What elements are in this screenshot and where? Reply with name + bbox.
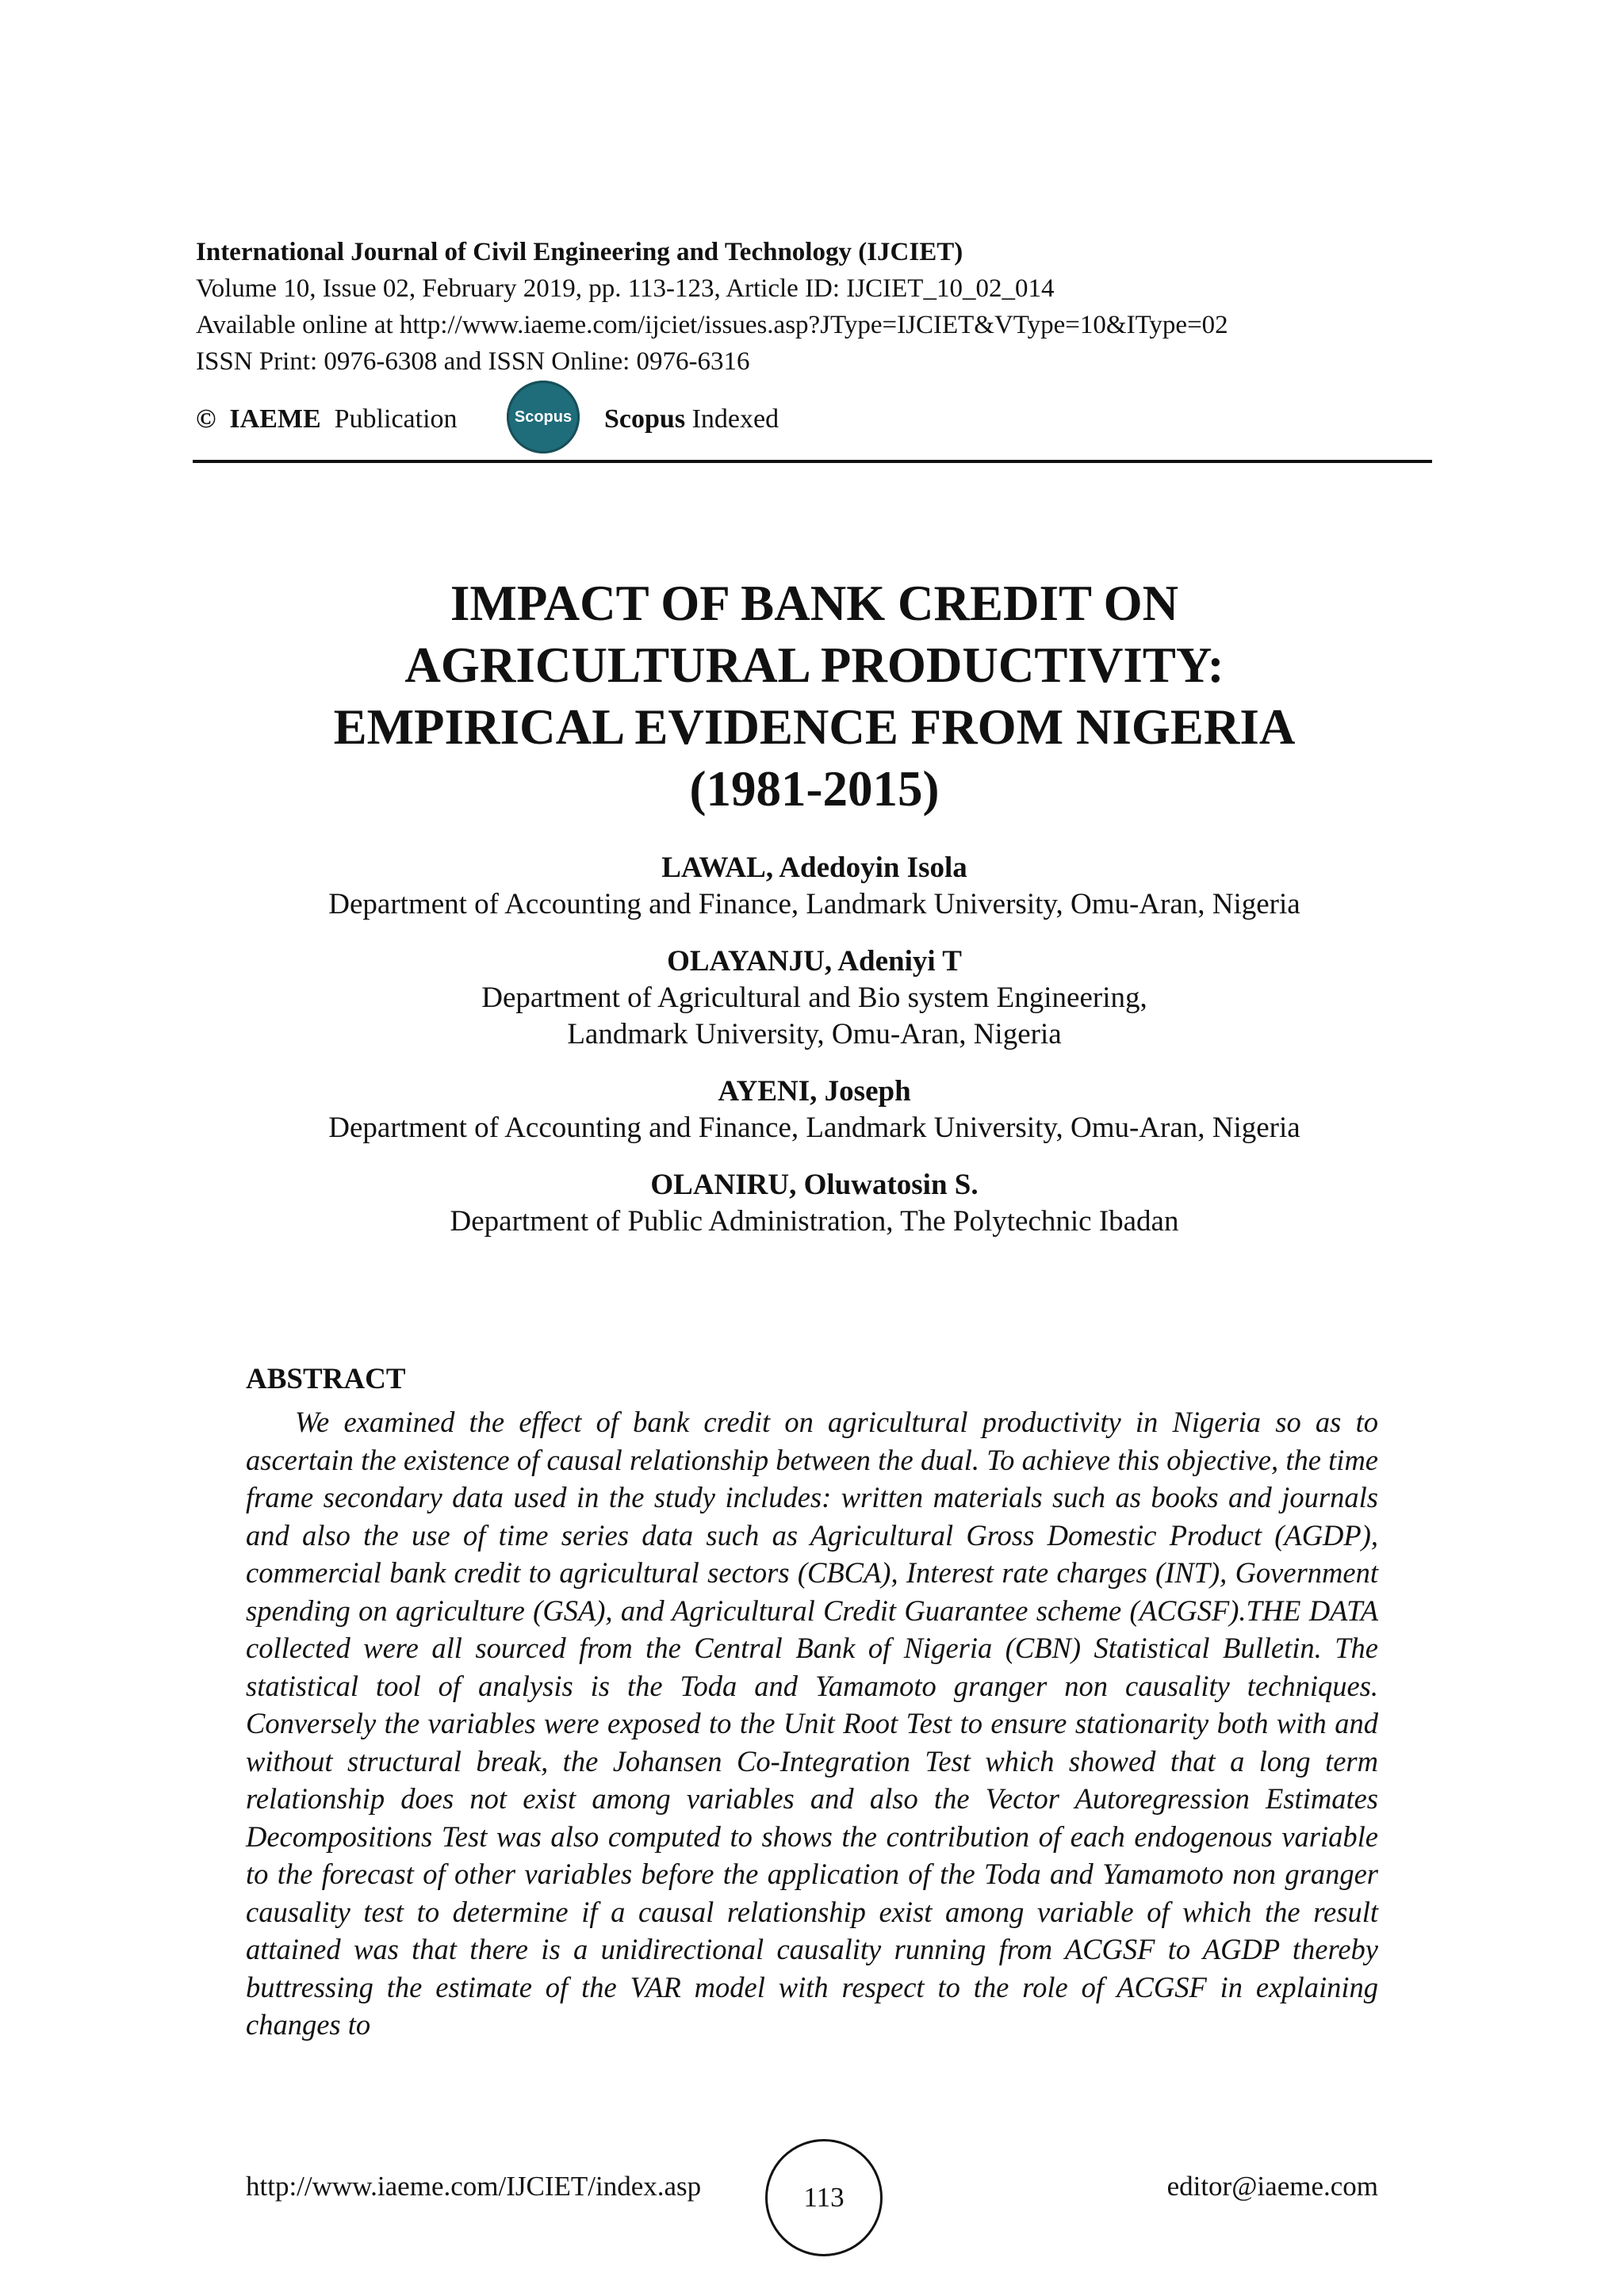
- author-affiliation: Landmark University, Omu-Aran, Nigeria: [567, 1018, 1062, 1050]
- scopus-logo-icon: [507, 381, 580, 453]
- editor-email-link[interactable]: editor@iaeme.com: [1166, 2171, 1378, 2202]
- publisher-row: [196, 381, 1433, 460]
- journal-header: [196, 234, 1433, 380]
- available-online-line: Available online at http://www.iaeme.com/ijciet/issues.asp?JType=IJCIET&VType=10&IType=02: [196, 311, 1228, 339]
- author-name: OLANIRU, Oluwatosin S.: [650, 1169, 979, 1201]
- author-name: LAWAL, Adedoyin Isola: [661, 851, 967, 884]
- author-affiliation: Department of Agricultural and Bio system Engineering,: [481, 982, 1147, 1014]
- abstract-heading: ABSTRACT: [246, 1363, 406, 1395]
- scopus-indexed-label: [604, 404, 779, 434]
- indexed-label: Indexed: [691, 404, 779, 434]
- author-block: [196, 1073, 1433, 1146]
- page-number-label: 113: [803, 2182, 845, 2213]
- header-divider: [193, 460, 1432, 463]
- abstract-body: We examined the effect of bank credit on agricultural productivity in Nigeria so as to ascertain the existence of causal relationship between the dual. To achieve this objective, the time frame secondary data used in the study includes: written materials such as books and journals and also the use of time series data such as Agricultural Gross Domestic Product (AGDP), commercial bank credit to agricultural sectors (CBCA), Interest rate charges (INT), Government spending on agriculture (GSA), and Agricultural Credit Guarantee scheme (ACGSF).THE DATA collected were all sourced from the Central Bank of Nigeria (CBN) Statistical Bulletin. The statistical tool of analysis is the Toda and Yamamoto granger non causality techniques. Conversely the variables were exposed to the Unit Root Test to ensure stationarity both with and without structural break, the Johansen Co-Integration Test which showed that a long term relationship does not exist among variables and also the Vector Autoregression Estimates Decompositions Test was also computed to shows the contribution of each endogenous variable to the forecast of other variables before the application of the Toda and Yamamoto non granger causality test to determine if a causal relationship exist among variable of which the result attained was that there is a unidirectional causality running from ACGSF to AGDP thereby buttressing the estimate of the VAR model with respect to the role of ACGSF in explaining changes to: [246, 1406, 1378, 2041]
- author-block: [196, 850, 1433, 923]
- issn-line: ISSN Print: 0976-6308 and ISSN Online: 0976-6316: [196, 347, 750, 376]
- title-line-2: AGRICULTURAL PRODUCTIVITY:: [404, 637, 1224, 693]
- page-footer: [0, 2139, 1624, 2234]
- author-affiliation: Department of Accounting and Finance, Landmark University, Omu-Aran, Nigeria: [328, 1112, 1300, 1144]
- paper-title: [196, 572, 1433, 820]
- author-name: AYENI, Joseph: [718, 1075, 911, 1108]
- title-line-1: IMPACT OF BANK CREDIT ON: [450, 576, 1179, 631]
- author-affiliation: Department of Accounting and Finance, Landmark University, Omu-Aran, Nigeria: [328, 888, 1300, 920]
- journal-title: International Journal of Civil Engineering and Technology (IJCIET): [196, 238, 963, 266]
- author-block: [196, 943, 1433, 1053]
- scopus-bold: Scopus: [604, 404, 686, 434]
- publisher-name: IAEME: [229, 404, 321, 434]
- author-block: [196, 1167, 1433, 1240]
- volume-line: Volume 10, Issue 02, February 2019, pp. 113-123, Article ID: IJCIET_10_02_014: [196, 274, 1055, 303]
- title-line-4: (1981-2015): [689, 761, 940, 817]
- copyright-symbol: ©: [196, 404, 216, 434]
- publication-label: Publication: [334, 404, 458, 434]
- journal-url-link[interactable]: http://www.iaeme.com/IJCIET/index.asp: [246, 2171, 702, 2202]
- author-list: [196, 850, 1433, 1240]
- page-number: [765, 2139, 883, 2256]
- title-line-3: EMPIRICAL EVIDENCE FROM NIGERIA: [333, 699, 1296, 755]
- author-affiliation: Department of Public Administration, The Polytechnic Ibadan: [450, 1205, 1179, 1238]
- publisher-credit: [196, 404, 458, 434]
- author-name: OLAYANJU, Adeniyi T: [667, 945, 962, 978]
- scopus-logo-text: Scopus: [514, 408, 573, 426]
